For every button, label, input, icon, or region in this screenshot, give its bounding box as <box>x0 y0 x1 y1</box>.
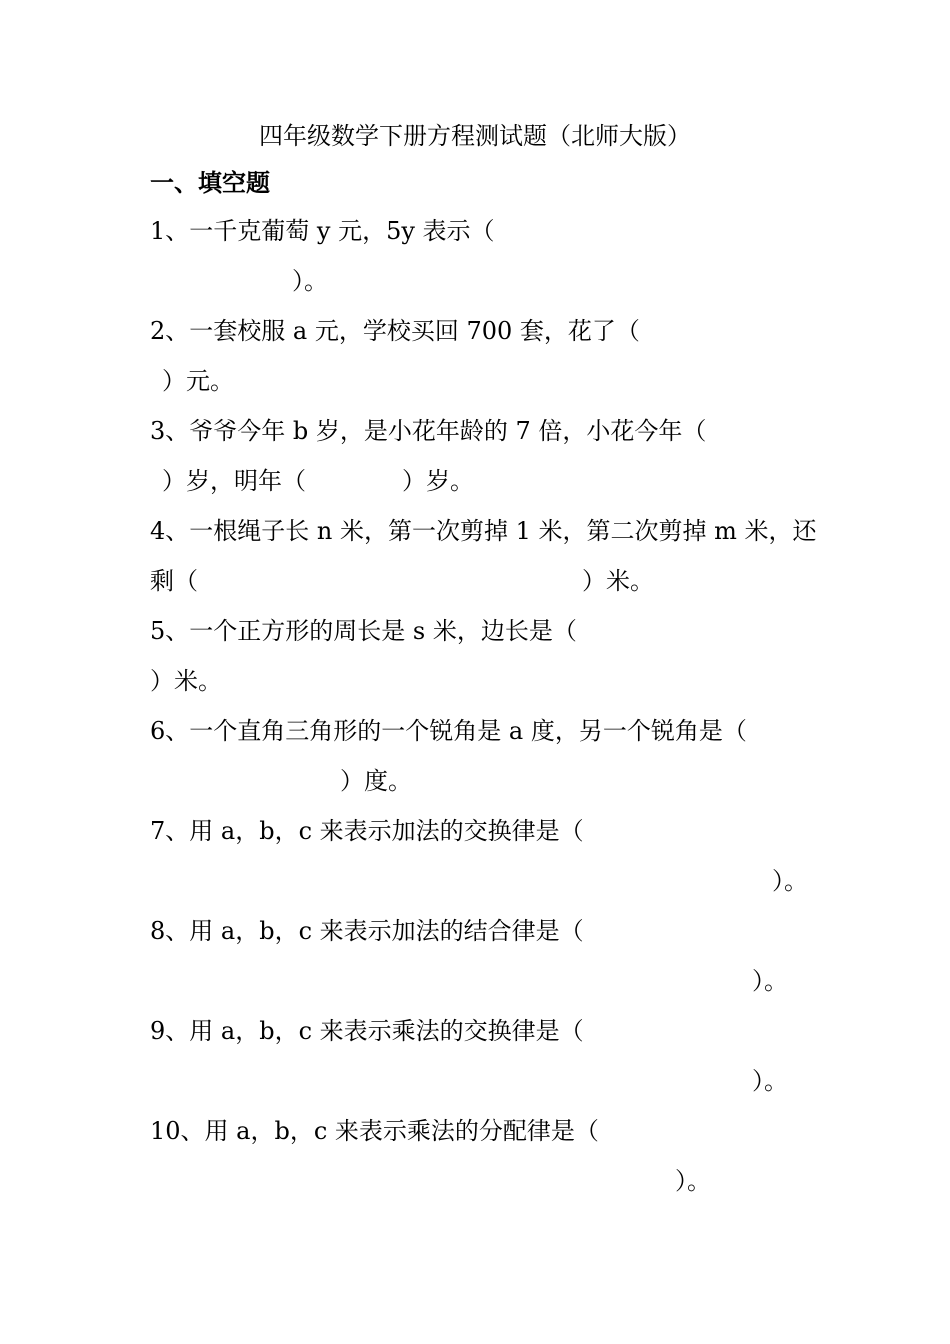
question-8-answer-close: ）。 <box>752 967 788 995</box>
question-3-answer-close: ）岁，明年（ ）岁。 <box>162 467 474 495</box>
question-6-answer-close: ）度。 <box>340 767 412 795</box>
question-2-text: 2、一套校服 a 元，学校买回 700 套，花了（ <box>150 317 640 345</box>
question-5-answer-close: ）米。 <box>150 667 222 695</box>
question-10-answer-close: ）。 <box>675 1167 711 1195</box>
question-10-text: 10、用 a，b，c 来表示乘法的分配律是（ <box>150 1117 599 1145</box>
question-1-text: 1、一千克葡萄 y 元，5y 表示（ <box>150 217 495 245</box>
question-5-text: 5、一个正方形的周长是 s 米，边长是（ <box>150 617 577 645</box>
question-4-answer-close: 剩（ ）米。 <box>150 567 654 595</box>
question-3-text: 3、爷爷今年 b 岁，是小花年龄的 7 倍，小花今年（ <box>150 417 707 445</box>
question-8-text: 8、用 a，b，c 来表示加法的结合律是（ <box>150 917 584 945</box>
question-4-text: 4、一根绳子长 n 米，第一次剪掉 1 米，第二次剪掉 m 米，还 <box>150 517 817 545</box>
question-6-text: 6、一个直角三角形的一个锐角是 a 度，另一个锐角是（ <box>150 717 747 745</box>
question-7-answer-close: ）。 <box>772 867 808 895</box>
section-heading: 一、填空题 <box>150 168 270 197</box>
question-9-answer-close: ）。 <box>752 1067 788 1095</box>
question-7-text: 7、用 a，b，c 来表示加法的交换律是（ <box>150 817 584 845</box>
question-1-answer-close: ）。 <box>292 267 328 295</box>
question-9-text: 9、用 a，b，c 来表示乘法的交换律是（ <box>150 1017 584 1045</box>
document-title: 四年级数学下册方程测试题（北师大版） <box>259 122 691 150</box>
question-2-answer-close: ）元。 <box>162 367 234 395</box>
